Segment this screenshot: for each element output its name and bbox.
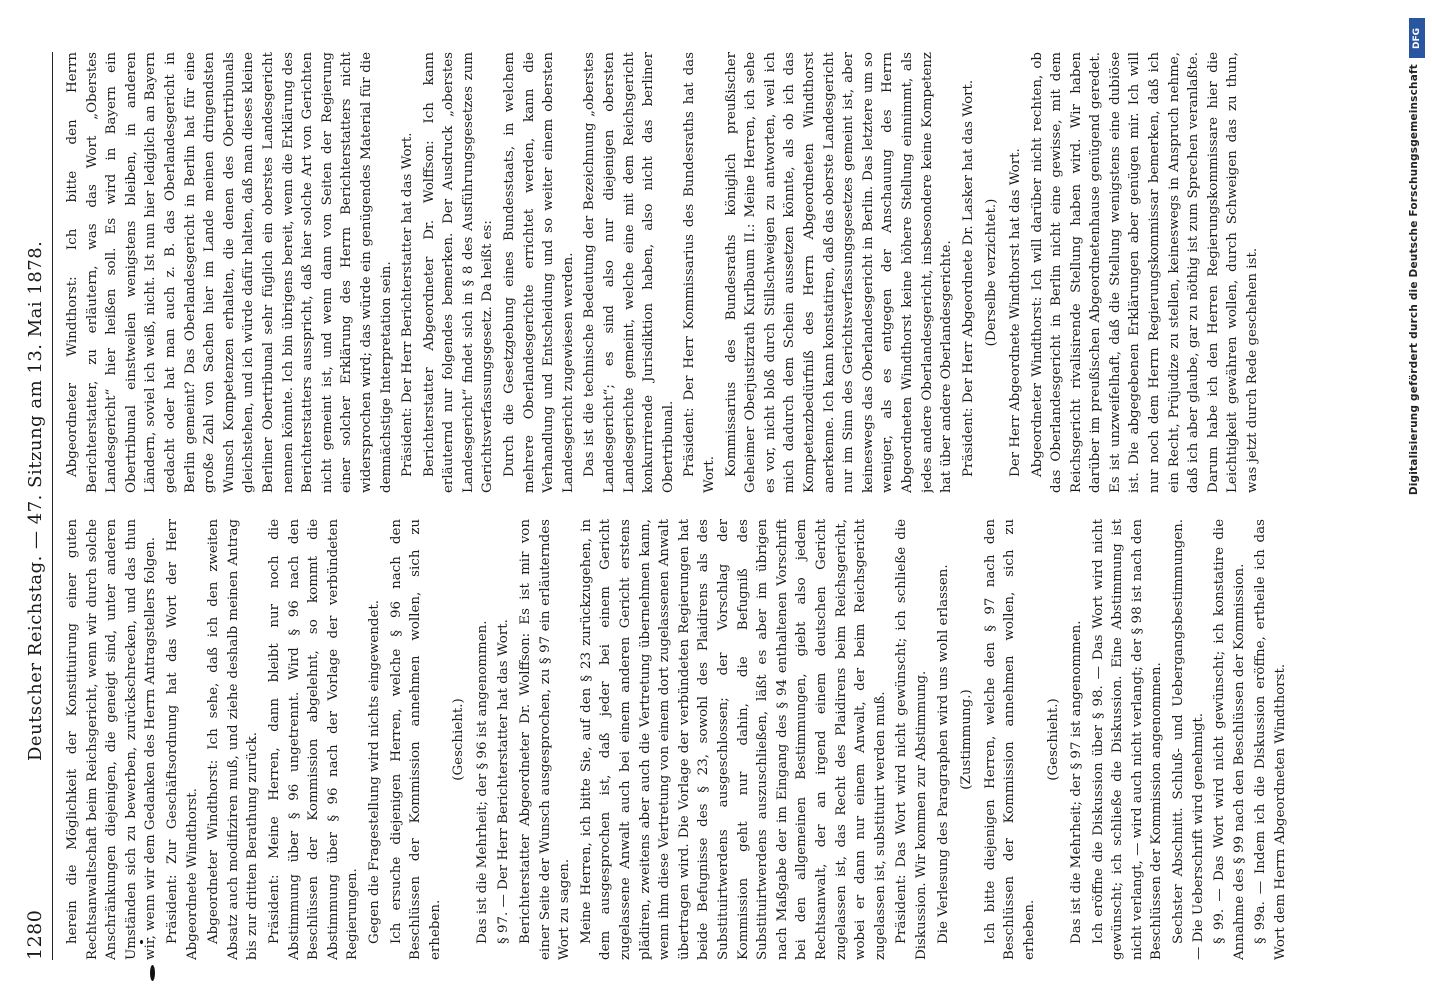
- ink-speck: [140, 940, 143, 944]
- paragraph: § 97. — Der Herr Berichterstatter hat das Wort.: [496, 619, 512, 944]
- dfg-logo: DFG: [1409, 18, 1425, 58]
- paragraph: (Zustimmung.): [959, 689, 975, 790]
- paragraph: herein die Möglichkeit der Konstituirung einer guten Rechtsanwaltschaft beim Reichsgericht, wenn wir durch solche Anschränkungen diejenigen, die geneigt sind, unter anderen Umständen sich zu bewerben, zurückschrecken, und das thun wir, wenn wir dem Gedanken des Herrn Antragstellers folgen.: [65, 519, 159, 960]
- paragraph: Berichterstatter Abgeordneter Dr. Wolffson: Ich kann erläuternd nur folgendes bemerken. Der Ausdruck „oberstes Landesgericht“ findet sich in § 8 des Ausführungsgesetzes zum Gerichtsverfassungsgesetz. Da heißt es:: [421, 52, 496, 493]
- paragraph: Ich bitte diejenigen Herren, welche den § 97 nach den Beschlüssen der Kommission annehmen wollen, sich zu erheben.: [982, 519, 1037, 960]
- ink-speck: [150, 965, 155, 981]
- paragraph: Ich eröffne die Diskussion über § 98. — Das Wort wird nicht gewünscht; ich schließe die Diskussion. Eine Abstimmung ist nicht verlangt, — wird auch nicht verlangt; der § 98 ist nach den Beschlüssen der Kommission angenommen.: [1090, 519, 1165, 960]
- paragraph: Abgeordneter Windthorst: Ich bitte den Herrn Berichterstatter, zu erläutern, was das Wort „Oberstes Landesgericht“ hier heißen soll. Es wird in Bayern ein Obertribunal einstweilen wenigstens bleiben, in anderen Ländern, soviel ich weiß, nicht. Ist nun hier lediglich an Bayern gedacht oder hat man auch z. B. das Oberlandesgericht in Berlin gemeint? Das Oberlandesgericht in Berlin hat für eine große Zahl von Sachen hier im Lande meinen dringendsten Wunsch Kompetenzen erhalten, die denen des Obertribunals gleichstehen, und ich würde dafür halten, daß man dieses kleine Berliner Obertribunal sehr füglich ein oberstes Landesgericht nennen könnte. Ich bin übrigens bereit, wenn die Erklärung des Berichterstatters ausspricht, daß hier solche Art von Gerichten nicht gemeint ist, und wenn dann von Seiten der Regierung einer solcher Erklärung des Herrn Berichterstatters nicht widersprochen wird; das würde ein genügendes Material für die demnächstige Interpretation sein.: [65, 52, 394, 493]
- paragraph: Ich ersuche diejenigen Herren, welche § 96 nach den Beschlüssen der Kommission annehmen wollen, sich zu erheben.: [388, 519, 443, 960]
- text-columns: [63, 52, 1383, 960]
- paragraph: § 99. — Das Wort wird nicht gewünscht; ich konstatire die Annahme des § 99 nach den Beschlüssen der Kommission.: [1212, 519, 1247, 960]
- running-title: Deutscher Reichstag. — 47. Sitzung am 13. Mai 1878.: [25, 240, 46, 762]
- paragraph: Abgeordneter Windthorst: Ich will darüber nicht rechten, ob das Oberlandesgericht in Berlin nicht eine gewisse, mit dem Reichsgericht rivalisirende Stellung haben wird. Wir haben darüber im preußischen Abgeordnetenhause genügend geredet. Es ist unzweifelhaft, daß die Stellung wenigstens eine dubiöse ist. Die abgegebenen Erklärungen aber genügen mir. Ich will nur noch dem Herrn Regierungskommissar bemerken, daß ich ein Recht, Prüjudize zu stellen, keineswegs in Anspruch nehme, daß ich aber glaube, gar zu nöthig ist zum Sprechen veranlaßte. Darum habe ich den Herren Regierungskommissare hier die Leichtigkeit gewähren wollen, durch Schweigen das zu thun, was jetzt durch Rede geschehen ist.: [1029, 52, 1261, 493]
- paragraph: Sechster Abschnitt. Schluß- und Uebergangsbestimmungen. — Die Ueberschrift wird genehmigt.: [1171, 519, 1206, 960]
- paragraph: (Derselbe verzichtet.): [984, 198, 1000, 347]
- page-header: [24, 52, 53, 960]
- paragraph: Gegen die Fragestellung wird nichts eingewendet.: [366, 599, 382, 944]
- digitization-notice: [1400, 0, 1432, 1000]
- page-number: 1280: [24, 909, 46, 960]
- funding-notice: Digitalisierung gefördert durch die Deutsche Forschungsgemeinschaft: [1408, 64, 1420, 496]
- paragraph: Meine Herren, ich bitte Sie, auf den § 23 zurückzugehen, in dem ausgesprochen ist, daß jeder bei einem Gericht zugelassene Anwalt auch bei einem anderen Gericht erstens plädiren, zweitens aber auch die Vertretung übernehmen kann, wenn ihm diese Vertretung von einem dort zugelassenen Anwalt übertragen wird. Die Vorlage der verbündeten Regierungen hat beide Befugnisse des § 23, sowohl des Plaidirens als des Substituirtwerdens ausgeschlossen; der Vorschlag der Kommission geht nur dahin, die Befugniß des Substituirtwerdens auszuschließen, läßt es aber im übrigen nach Maßgabe der im Eingang des § 94 enthaltenen Vorschrift bei den allgemeinen Bestimmungen, giebt also jedem Rechtsanwalt, der an irgend einem deutschen Gericht zugelassen ist, das Recht des Plaidirens beim Reichsgericht, wobei er dann nur einem Anwalt, der beim Reichsgericht zugelassen ist, substituirt werden muß.: [578, 519, 888, 960]
- paragraph: Präsident: Meine Herren, dann bleibt nur noch die Abstimmung über § 96 ungetrennt. Wird § 96 nach den Beschlüssen der Kommission abgelehnt, so kommt die Abstimmung über § 96 nach der Vorlage der verbündeten Regierungen.: [266, 519, 361, 960]
- paragraph: Präsident: Der Herr Berichterstatter hat das Wort.: [400, 132, 416, 477]
- paragraph: Das ist die Mehrheit; der § 96 ist angenommen.: [474, 620, 490, 944]
- paragraph: Kommissarius des Bundesraths königlich preußischer Geheimer Oberjustizrath Kurlbaum II.: Meine Herren, ich sehe es vor, nicht bloß durch Stillschweigen zu antworten, weil ich mich dadurch dem Schein aussetzen könnte, als ob ich das Kompetenzbedürfniß des Herrn Abgeordneten Windthorst anerkenne. Ich kann konstatiren, daß das oberste Landesgericht nur im Sinn des Gerichtsverfassungsgesetzes gemeint ist, aber keineswegs das Oberlandesgericht in Berlin. Das letztere um so weniger, als es entgegen der Anschauung des Herrn Abgeordneten Windthorst keine höhere Stellung einnimmt, als jedes andere Oberlandesgericht, insbesondere keine Kompetenz hat über andere Oberlandesgerichte.: [723, 52, 955, 493]
- right-column: [63, 52, 1383, 493]
- paragraph: § 99a. — Indem ich die Diskussion eröffne, ertheile ich das Wort dem Herrn Abgeordneten Windthorst.: [1253, 519, 1289, 960]
- paragraph: Präsident: Zur Geschäftsordnung hat das Wort der Herr Abgeordnete Windthorst.: [164, 519, 200, 960]
- paragraph: Präsident: Der Herr Kommissarius des Bundesraths hat das Wort.: [682, 52, 717, 493]
- paragraph: Die Verlesung des Paragraphen wird uns wohl erlassen.: [935, 564, 951, 944]
- paragraph: Durch die Gesetzgebung eines Bundesstaats, in welchem mehrere Oberlandesgerichte errichtet werden, kann die Verhandlung und Entscheidung und so weiter einem obersten Landesgericht zugewiesen werden.: [502, 52, 576, 493]
- paragraph: Abgeordneter Windthorst: Ich sehe, daß ich den zweiten Absatz auch modifiziren muß, und ziehe deshalb meinen Antrag bis zur dritten Berathung zurück.: [206, 519, 261, 960]
- paragraph: Präsident: Der Herr Abgeordnete Dr. Lasker hat das Wort.: [960, 79, 976, 477]
- paragraph: Präsident: Das Wort wird nicht gewünscht; ich schließe die Diskussion. Wir kommen zur Abstimmung.: [894, 519, 929, 960]
- paragraph: (Geschieht.): [1045, 698, 1061, 781]
- paragraph: Das ist die technische Bedeutung der Bezeichnung „oberstes Landesgericht“; es sind also nur diejenigen obersten Landesgerichte gemeint, welche eine mit dem Reichsgericht konkurrirende Jurisdiktion haben, also nicht das berliner Obertribunal.: [582, 52, 676, 493]
- left-column: [63, 519, 1383, 960]
- paragraph: (Geschieht.): [451, 698, 467, 781]
- paragraph: Der Herr Abgeordnete Windthorst hat das Wort.: [1007, 148, 1023, 477]
- paragraph: Berichterstatter Abgeordneter Dr. Wolffson: Es ist mir von einer Seite der Wunsch ausgesprochen, zu § 97 ein erläuterndes Wort zu sagen.: [518, 519, 573, 960]
- paragraph: Das ist die Mehrheit; der § 97 ist angenommen.: [1069, 620, 1085, 944]
